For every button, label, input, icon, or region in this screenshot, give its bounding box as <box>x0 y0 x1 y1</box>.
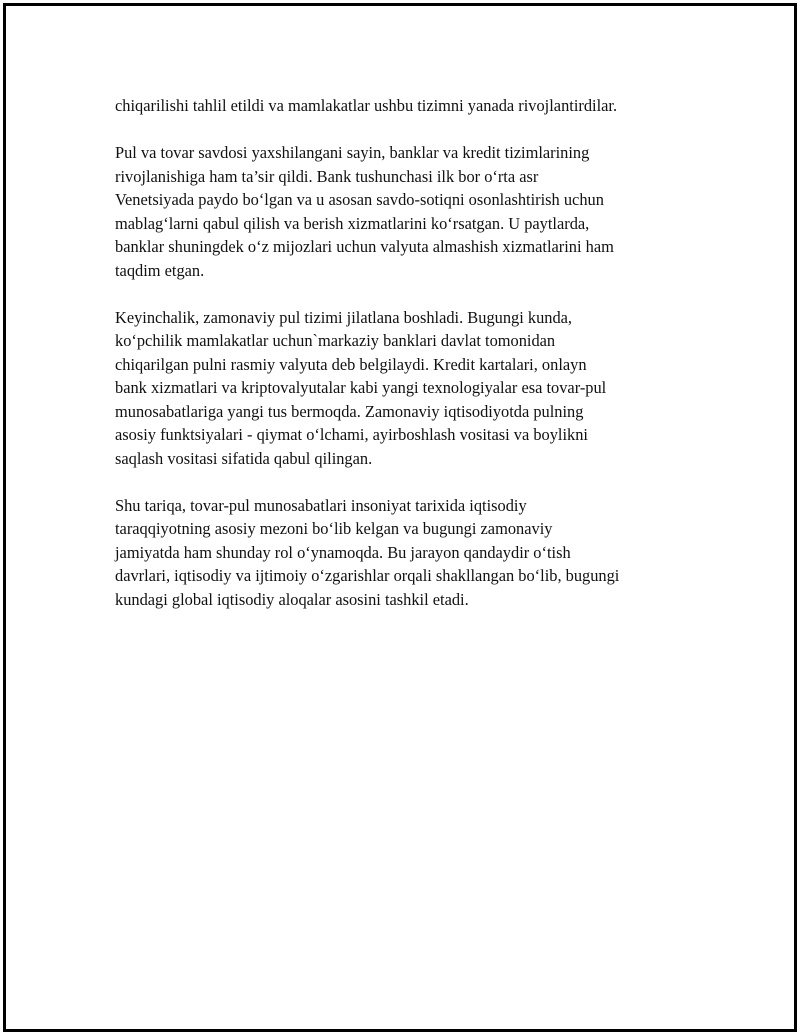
text-line: rivojlanishiga ham ta’sir qildi. Bank tushunchasi ilk bor o‘rta asr <box>115 166 539 186</box>
text-line: Venetsiyada paydo bo‘lgan va u asosan savdo-sotiqni osonlashtirish uchun <box>115 190 604 209</box>
text-line: banklar shuningdek o‘z mijozlari uchun valyuta almashish xizmatlarini ham <box>115 237 614 256</box>
text-line: munosabatlariga yangi tus bermoqda. Zamonaviy iqtisodiyotda pulning <box>115 401 584 421</box>
text-line: Pul va tovar savdosi yaxshilangani sayin, banklar va kredit tizimlarining <box>115 143 590 162</box>
paragraph-4 <box>115 494 687 612</box>
text-line: kundagi global iqtisodiy aloqalar asosini tashkil etadi. <box>115 589 469 609</box>
text-line: Shu tariqa, tovar-pul munosabatlari insoniyat tarixida iqtisodiy <box>115 495 527 515</box>
text-line: mablag‘larni qabul qilish va berish xizmatlarini ko‘rsatgan. U paytlarda, <box>115 213 590 233</box>
text-line: chiqarilgan pulni rasmiy valyuta deb belgilaydi. Kredit kartalari, onlayn <box>115 354 587 374</box>
text-line: asosiy funktsiyalari - qiymat o‘lchami, ayirboshlash vositasi va boylikni <box>115 425 588 444</box>
text-line: davrlari, iqtisodiy va ijtimoiy o‘zgarishlar orqali shakllangan bo‘lib, bugungi <box>115 566 620 585</box>
paragraph-2 <box>115 141 687 282</box>
text-line: ko‘pchilik mamlakatlar uchun`markaziy banklari davlat tomonidan <box>115 331 556 350</box>
text-line: jamiyatda ham shunday rol o‘ynamoqda. Bu jarayon qandaydir o‘tish <box>115 542 571 562</box>
text-line: taqdim etgan. <box>115 260 205 280</box>
document-body <box>115 94 687 635</box>
text-line: saqlash vositasi sifatida qabul qilingan. <box>115 448 373 468</box>
text-line: Keyinchalik, zamonaviy pul tizimi jilatlana boshladi. Bugungi kunda, <box>115 307 573 327</box>
text-line: taraqqiyotning asosiy mezoni bo‘lib kelgan va bugungi zamonaviy <box>115 519 553 538</box>
text-line: bank xizmatlari va kriptovalyutalar kabi yangi texnologiyalar esa tovar-pul <box>115 378 607 397</box>
paragraph-3 <box>115 306 687 471</box>
text-line: chiqarilishi tahlil etildi va mamlakatlar ushbu tizimni yanada rivojlantirdilar. <box>115 96 618 115</box>
paragraph-1 <box>115 94 687 118</box>
